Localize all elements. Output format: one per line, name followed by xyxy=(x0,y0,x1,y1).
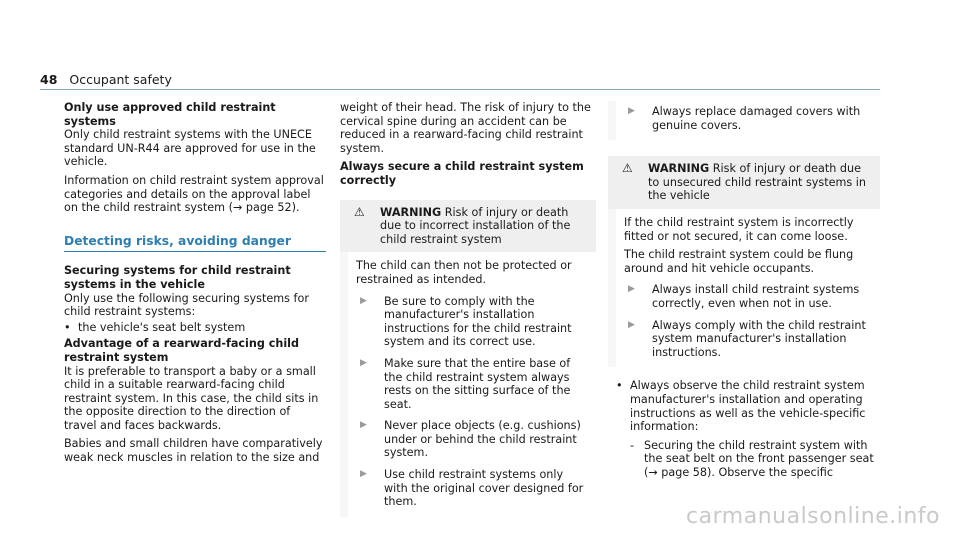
warning-text: Risk of injury or death due to unsecured child restraint systems in the vehicle xyxy=(648,162,867,203)
paragraph: Information on child restraint system approval categories and details on the approval label on the child restraint system (→ page 52). xyxy=(64,173,324,215)
page-header xyxy=(40,72,172,87)
paragraph: Only child restraint systems with the UNECE standard UN-R44 are approved for use in the vehicle. xyxy=(64,128,316,169)
instruction-step: ▶ Never place objects (e.g. cushions) under or behind the child restraint system. xyxy=(356,419,588,460)
instruction-step: ▶ Always install child restraint systems correctly, even when not in use. xyxy=(624,283,872,310)
column-2 xyxy=(340,101,596,517)
bullet-dot-icon: • xyxy=(64,320,71,334)
warning-body xyxy=(616,101,880,140)
play-arrow-icon: ▶ xyxy=(360,357,367,368)
page-number: 48 xyxy=(40,72,58,87)
warning-box xyxy=(608,156,880,367)
warning-paragraph: If the child restraint system is incorrectly fitted or not secured, it can come loose. xyxy=(624,215,854,243)
column-1 xyxy=(64,101,326,470)
instruction-step: ▶ Always comply with the child restraint system manufacturer's installation instructions. xyxy=(624,319,872,360)
warning-triangle-icon: ⚠ xyxy=(622,161,633,176)
instruction-step: ▶ Make sure that the entire base of the child restraint system always rests on the sitting surface of the seat. xyxy=(356,357,588,411)
list-item: • the vehicle's seat belt system xyxy=(64,320,246,334)
heading-approved-systems: Only use approved child restraint systems xyxy=(64,101,276,128)
warning-header xyxy=(608,156,880,209)
heading-securing-systems: Securing systems for child restraint systems in the vehicle xyxy=(64,264,291,291)
list-item: • Always observe the child restraint system manufacturer's installation and operating instructions as well as the vehicle-specific information: xyxy=(616,379,866,434)
play-arrow-icon: ▶ xyxy=(628,284,635,295)
paragraph: Only use the following securing systems for child restraint systems: xyxy=(64,291,309,319)
header-rule xyxy=(40,89,880,90)
warning-box xyxy=(340,200,596,517)
sub-list-item: - Securing the child restraint system with the seat belt on the front passenger seat (→ page 58). Observe the specific xyxy=(630,438,874,479)
paragraph: Babies and small children have comparatively weak neck muscles in relation to the size and xyxy=(64,437,323,465)
instruction-step: ▶ Be sure to comply with the manufacturer's installation instructions for the child restraint system and its correct use. xyxy=(356,295,588,349)
dash-marker: - xyxy=(630,438,635,452)
warning-label: WARNING xyxy=(380,205,442,219)
warning-text: Risk of injury or death due to incorrect installation of the child restraint system xyxy=(380,205,571,246)
play-arrow-icon: ▶ xyxy=(360,295,367,306)
play-arrow-icon: ▶ xyxy=(628,319,635,330)
warning-body xyxy=(348,252,596,517)
bullet-dot-icon: • xyxy=(616,379,623,393)
instruction-step: ▶ Use child restraint systems only with the original cover designed for them. xyxy=(356,468,588,509)
heading-secure-correctly: Always secure a child restraint system correctly xyxy=(340,160,584,187)
warning-header xyxy=(340,200,596,253)
paragraph: weight of their head. The risk of injury to the cervical spine during an accident can be reduced in a rearward-facing child restraint system. xyxy=(340,101,591,155)
play-arrow-icon: ▶ xyxy=(628,106,635,116)
play-arrow-icon: ▶ xyxy=(360,469,367,480)
section-title: Detecting risks, avoiding danger xyxy=(64,235,326,253)
paragraph: It is preferable to transport a baby or a small child in a suitable rearward-facing child restraint system. In this case, the child sits in the opposite direction to the direction of travel and faces backwards. xyxy=(64,364,319,432)
play-arrow-icon: ▶ xyxy=(360,420,367,431)
heading-rearward-facing: Advantage of a rearward-facing child restraint system xyxy=(64,337,300,364)
warning-label: WARNING xyxy=(648,162,710,176)
warning-box-continued xyxy=(608,101,880,140)
instruction-step: ▶ Always replace damaged covers with genuine covers. xyxy=(624,105,872,132)
warning-triangle-icon: ⚠ xyxy=(354,204,365,219)
warning-body xyxy=(616,209,880,367)
warning-intro: The child can then not be protected or restrained as intended. xyxy=(356,259,572,286)
watermark: carmanualsonline.info xyxy=(686,504,940,529)
warning-paragraph: The child restraint system could be flung around and hit vehicle occupants. xyxy=(624,248,854,275)
column-3 xyxy=(608,101,880,479)
chapter-title: Occupant safety xyxy=(69,72,172,87)
